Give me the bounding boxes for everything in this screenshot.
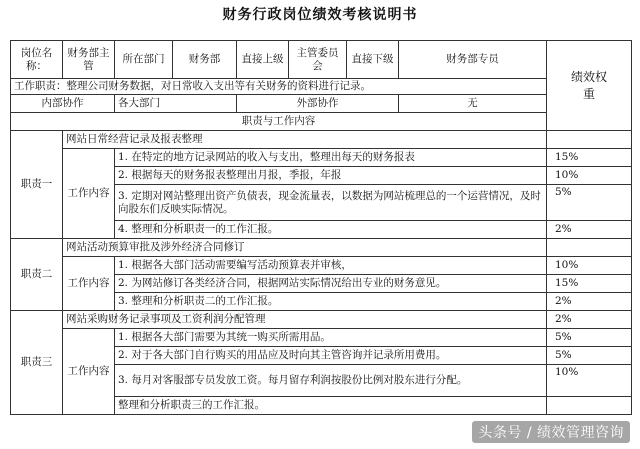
weight-value: 2%: [547, 293, 632, 311]
post-name-label: 岗位名称：: [11, 41, 63, 79]
weight-header: 绩效权重: [547, 41, 632, 131]
duty-item: 1. 根据各大部门需要为其统一购买所需用品。: [115, 329, 547, 347]
duty-item: 2. 对于各大部门自行购买的用品应及时向其主管咨询并记录所用费用。: [115, 347, 547, 365]
work-content-label: 工作内容: [63, 329, 115, 415]
weight-value: 5%: [547, 347, 632, 365]
internal-coop-label: 内部协作: [11, 95, 115, 113]
duty-heading: 网站采购财务记录事项及工资利润分配管理: [63, 311, 547, 329]
duty-item: 3. 定期对网站整理出资产负债表，现金流量表，以数据为网站梳理总的一个运营情况，及时向股东们反映实际情况。: [115, 185, 547, 221]
duty-heading: 网站活动预算审批及涉外经济合同修订: [63, 239, 547, 257]
post-name-value: 财务部主管: [63, 41, 115, 79]
work-content-label: 工作内容: [63, 149, 115, 239]
weight-value: 15%: [547, 149, 632, 167]
weight-value: 10%: [547, 365, 632, 397]
weight-cell: [547, 239, 632, 257]
watermark: 头条号 / 绩效管理咨询: [472, 421, 630, 443]
duty-item: 整理和分析职责三的工作汇报。: [115, 397, 547, 415]
dept-label: 所在部门: [115, 41, 173, 79]
direct-subordinate-value: 财务部专员: [399, 41, 547, 79]
direct-superior-value: 主管委员会: [289, 41, 347, 79]
work-content-label: 工作内容: [63, 257, 115, 311]
section-header: 职责与工作内容: [11, 113, 547, 131]
external-coop-value: 无: [399, 95, 547, 113]
weight-value: 5%: [547, 329, 632, 347]
job-description-table: [10, 40, 632, 415]
document-title: 财务行政岗位绩效考核说明书: [222, 7, 418, 23]
duty-name: 职责二: [11, 239, 63, 311]
duty-item: 2. 为网站修订各类经济合同，根据网站实际情况给出专业的财务意见。: [115, 275, 547, 293]
direct-subordinate-label: 直接下级: [347, 41, 399, 79]
external-coop-label: 外部协作: [237, 95, 399, 113]
dept-value: 财务部: [173, 41, 237, 79]
duty-item: 3. 整理和分析职责二的工作汇报。: [115, 293, 547, 311]
weight-value: 2%: [547, 311, 632, 329]
weight-value: 10%: [547, 257, 632, 275]
duty-name: 职责三: [11, 311, 63, 415]
weight-value: 10%: [547, 167, 632, 185]
weight-cell: [547, 131, 632, 149]
weight-value: [547, 397, 632, 415]
duty-item: 1. 根据各大部门活动需要编写活动预算表并审核，: [115, 257, 547, 275]
job-summary: 工作职责：整理公司财务数据，对日常收入支出等有关财务的资料进行记录。: [11, 79, 547, 95]
duty-item: 1. 在特定的地方记录网站的收入与支出，整理出每天的财务报表: [115, 149, 547, 167]
duty-item: 4. 整理和分析职责一的工作汇报。: [115, 221, 547, 239]
duty-item: 2. 根据每天的财务报表整理出月报，季报，年报: [115, 167, 547, 185]
duty-name: 职责一: [11, 131, 63, 239]
duty-item: 3. 每月对客服部专员发放工资。每月留存利润按股份比例对股东进行分配。: [115, 365, 547, 397]
direct-superior-label: 直接上级: [237, 41, 289, 79]
weight-value: 2%: [547, 221, 632, 239]
duty-heading: 网站日常经营记录及报表整理: [63, 131, 547, 149]
weight-value: 15%: [547, 275, 632, 293]
weight-value: 5%: [547, 185, 632, 221]
internal-coop-value: 各大部门: [115, 95, 237, 113]
